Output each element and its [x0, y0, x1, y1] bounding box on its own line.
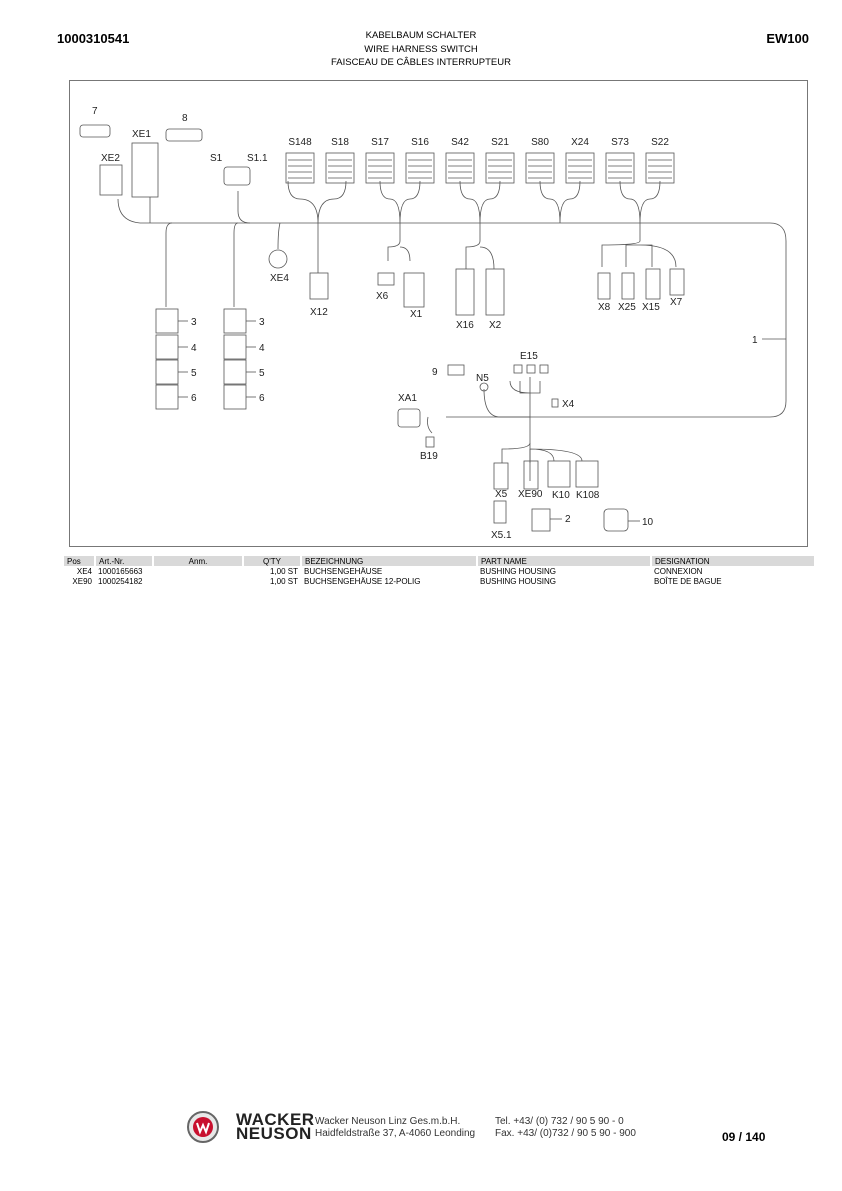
connector-x6 — [376, 273, 394, 302]
cell-part-name: BUSHING HOUSING — [480, 566, 557, 576]
wacker-neuson-logo-icon — [186, 1110, 220, 1144]
label-s1: S1 — [210, 153, 223, 164]
relay-block-body — [156, 360, 178, 384]
label-k108: K108 — [576, 490, 600, 501]
cell-designation: CONNEXION — [654, 566, 703, 576]
parts-table-header — [64, 556, 815, 566]
connector-x2 — [486, 269, 504, 331]
label-x2: X2 — [489, 320, 502, 331]
relay-block-label: 5 — [259, 368, 265, 379]
relay-block — [156, 360, 197, 384]
label-s22: S22 — [651, 137, 669, 148]
wiring-diagram — [69, 80, 808, 547]
col-pos: Pos — [64, 556, 95, 566]
company-street: Haidfeldstraße 37, A-4060 Leonding — [315, 1128, 476, 1139]
cell-qty: 1,00 ST — [269, 566, 298, 576]
branch-left-wire — [166, 223, 172, 307]
relay-block-label: 5 — [191, 368, 197, 379]
label-s73: S73 — [611, 137, 629, 148]
company-fax: Fax. +43/ (0)732 / 90 5 90 - 900 — [495, 1128, 636, 1139]
connector-xe2 — [100, 153, 122, 195]
switch-connector-body — [566, 153, 594, 183]
company-address — [315, 1116, 475, 1140]
relay-block-body — [156, 309, 178, 333]
s1-wire — [238, 191, 250, 223]
connector-x8 — [598, 273, 611, 313]
sensor-b19 — [420, 437, 438, 462]
wiring-diagram-svg — [70, 81, 809, 548]
x8-x7-wire — [602, 223, 676, 267]
switch-branch-4 — [540, 181, 580, 223]
label-10: 10 — [642, 517, 654, 528]
relay-block-body — [224, 385, 246, 409]
label-2: 2 — [565, 514, 571, 525]
label-x8: X8 — [598, 302, 611, 313]
connector-xe1 — [132, 129, 158, 197]
label-xe90: XE90 — [518, 489, 543, 500]
col-bezeichnung: BEZEICHNUNG — [301, 556, 477, 566]
col-anm-label: Anm. — [188, 556, 208, 566]
title-english: WIRE HARNESS SWITCH — [364, 43, 478, 55]
lower-harness — [446, 377, 540, 481]
connector-x5 — [494, 463, 508, 500]
cell-part-name: BUSHING HOUSING — [480, 576, 557, 586]
connector-xa1 — [398, 393, 420, 427]
connector-x25 — [618, 273, 636, 313]
switch-connector-body — [606, 153, 634, 183]
company-name: Wacker Neuson Linz Ges.m.b.H. — [315, 1116, 461, 1127]
cell-art-nr: 1000254182 — [98, 576, 143, 586]
relay-block-body — [224, 335, 246, 359]
col-designation: DESIGNATION — [651, 556, 815, 566]
b19-wire — [428, 417, 433, 433]
label-xa1: XA1 — [398, 393, 417, 404]
connector-x1 — [404, 273, 424, 320]
page-title — [0, 29, 842, 70]
label-e15: E15 — [520, 351, 538, 362]
label-n5: N5 — [476, 373, 489, 384]
switch-connector-s18 — [326, 137, 354, 183]
switch-branch-5 — [620, 181, 660, 223]
switch-branch-2 — [380, 181, 420, 223]
label-x16: X16 — [456, 320, 474, 331]
switch-connector-s16 — [406, 137, 434, 183]
switch-connector-s42 — [446, 137, 474, 183]
relay-block — [156, 335, 197, 359]
relay-k10 — [548, 461, 570, 501]
connector-xe4 — [269, 250, 289, 284]
cell-designation: BOÎTE DE BAGUE — [654, 576, 722, 586]
part-8-cover — [166, 113, 202, 141]
switch-connector-s73 — [606, 137, 634, 183]
connector-x12 — [310, 273, 328, 318]
switch-connector-body — [646, 153, 674, 183]
switch-connector-body — [446, 153, 474, 183]
label-x1: X1 — [410, 309, 423, 320]
part-9-cap — [432, 365, 464, 378]
label-s17: S17 — [371, 137, 389, 148]
col-qty-label: Q'TY — [263, 556, 281, 566]
lamp-e15 — [514, 351, 548, 373]
label-s42: S42 — [451, 137, 469, 148]
relay-block-column-right — [224, 309, 265, 409]
relay-block — [224, 309, 265, 333]
brand-line-2: NEUSON — [236, 1124, 312, 1143]
relay-block-label: 3 — [259, 317, 265, 328]
label-x6: X6 — [376, 291, 389, 302]
xe4-wire — [278, 223, 280, 249]
switch-connector-body — [366, 153, 394, 183]
switch-branch-1 — [288, 181, 346, 223]
title-french: FAISCEAU DE CÂBLES INTERRUPTEUR — [330, 57, 511, 68]
label-s18: S18 — [331, 137, 349, 148]
relay-block-label: 6 — [259, 393, 265, 404]
label-x51: X5.1 — [491, 530, 512, 541]
relay-block — [156, 309, 197, 333]
relay-block — [224, 385, 265, 409]
connector-x15 — [642, 269, 660, 313]
switch-s1 — [210, 153, 268, 185]
label-8: 8 — [182, 113, 188, 124]
label-b19: B19 — [420, 451, 438, 462]
page-number: 09 / 140 — [722, 1130, 766, 1144]
switch-connector-s22 — [646, 137, 674, 183]
model-code: EW100 — [766, 31, 809, 46]
table-row — [64, 566, 815, 576]
footer — [186, 1110, 646, 1150]
relay-branch-wire — [502, 443, 582, 463]
branch-mid-wire — [234, 223, 238, 307]
parts-table — [64, 556, 816, 586]
label-s11: S1.1 — [247, 153, 268, 164]
harness-callout-1 — [752, 335, 786, 346]
cell-bezeichnung: BUCHSENGEHÄUSE 12-POLIG — [304, 576, 421, 586]
relay-block-body — [156, 335, 178, 359]
cell-anm — [153, 566, 243, 576]
cell-bezeichnung: BUCHSENGEHÄUSE — [304, 566, 383, 576]
switch-branch-3 — [460, 181, 500, 223]
table-row — [64, 576, 815, 586]
switch-connector-body — [406, 153, 434, 183]
col-anm — [153, 556, 243, 566]
part-10-relay — [604, 509, 654, 531]
label-s16: S16 — [411, 137, 429, 148]
relay-block — [224, 360, 265, 384]
connector-x7 — [670, 269, 684, 308]
col-part-name: PART NAME — [477, 556, 651, 566]
cell-anm — [153, 576, 243, 586]
relay-block-body — [156, 385, 178, 409]
label-1: 1 — [752, 335, 758, 346]
relay-block-label: 6 — [191, 393, 197, 404]
col-art-nr: Art.-Nr. — [95, 556, 153, 566]
switch-connector-s17 — [366, 137, 394, 183]
connector-x51 — [491, 501, 512, 541]
relay-block-body — [224, 360, 246, 384]
label-xe1: XE1 — [132, 129, 151, 140]
cell-qty: 1,00 ST — [269, 576, 298, 586]
company-tel: Tel. +43/ (0) 732 / 90 5 90 - 0 — [495, 1116, 624, 1127]
cell-art-nr: 1000165663 — [98, 566, 143, 576]
label-k10: K10 — [552, 490, 570, 501]
switch-connector-body — [486, 153, 514, 183]
cell-pos: XE4 — [76, 566, 92, 576]
switch-connector-body — [286, 153, 314, 183]
x16-x2-wire — [466, 223, 494, 269]
sensor-n5 — [476, 373, 489, 391]
label-s21: S21 — [491, 137, 509, 148]
label-x12: X12 — [310, 307, 328, 318]
part-7-cover — [80, 106, 110, 137]
label-x15: X15 — [642, 302, 660, 313]
switch-connector-s21 — [486, 137, 514, 183]
switch-connector-row — [286, 137, 674, 183]
label-x5: X5 — [495, 489, 508, 500]
relay-block — [156, 385, 197, 409]
relay-block-body — [224, 309, 246, 333]
title-german: KABELBAUM SCHALTER — [365, 30, 477, 41]
label-9: 9 — [432, 367, 438, 378]
connector-x16 — [456, 269, 474, 331]
switch-connector-body — [526, 153, 554, 183]
relay-k108 — [576, 461, 600, 501]
brand-name — [236, 1110, 315, 1143]
label-s80: S80 — [531, 137, 549, 148]
connector-xe90 — [518, 461, 543, 500]
switch-connector-body — [326, 153, 354, 183]
brand-line-1: WACKER — [236, 1110, 315, 1129]
cell-pos: XE90 — [72, 576, 92, 586]
x6-x1-wire — [388, 223, 410, 261]
document-number: 1000310541 — [57, 31, 130, 46]
label-s148: S148 — [288, 137, 312, 148]
main-harness — [118, 199, 786, 417]
relay-block — [224, 335, 265, 359]
relay-block-label: 4 — [191, 343, 197, 354]
part-2-holder — [532, 509, 571, 531]
switch-connector-s148 — [286, 137, 314, 183]
label-x4: X4 — [562, 399, 575, 410]
label-xe4: XE4 — [270, 273, 289, 284]
label-x7: X7 — [670, 297, 683, 308]
relay-block-label: 4 — [259, 343, 265, 354]
company-contact — [495, 1116, 636, 1140]
label-xe2: XE2 — [101, 153, 120, 164]
relay-block-column-left — [156, 309, 197, 409]
label-x25: X25 — [618, 302, 636, 313]
switch-connector-s80 — [526, 137, 554, 183]
connector-x4 — [552, 399, 575, 410]
label-x24: X24 — [571, 137, 589, 148]
col-qty — [243, 556, 301, 566]
relay-block-label: 3 — [191, 317, 197, 328]
switch-connector-x24 — [566, 137, 594, 183]
label-7: 7 — [92, 106, 98, 117]
